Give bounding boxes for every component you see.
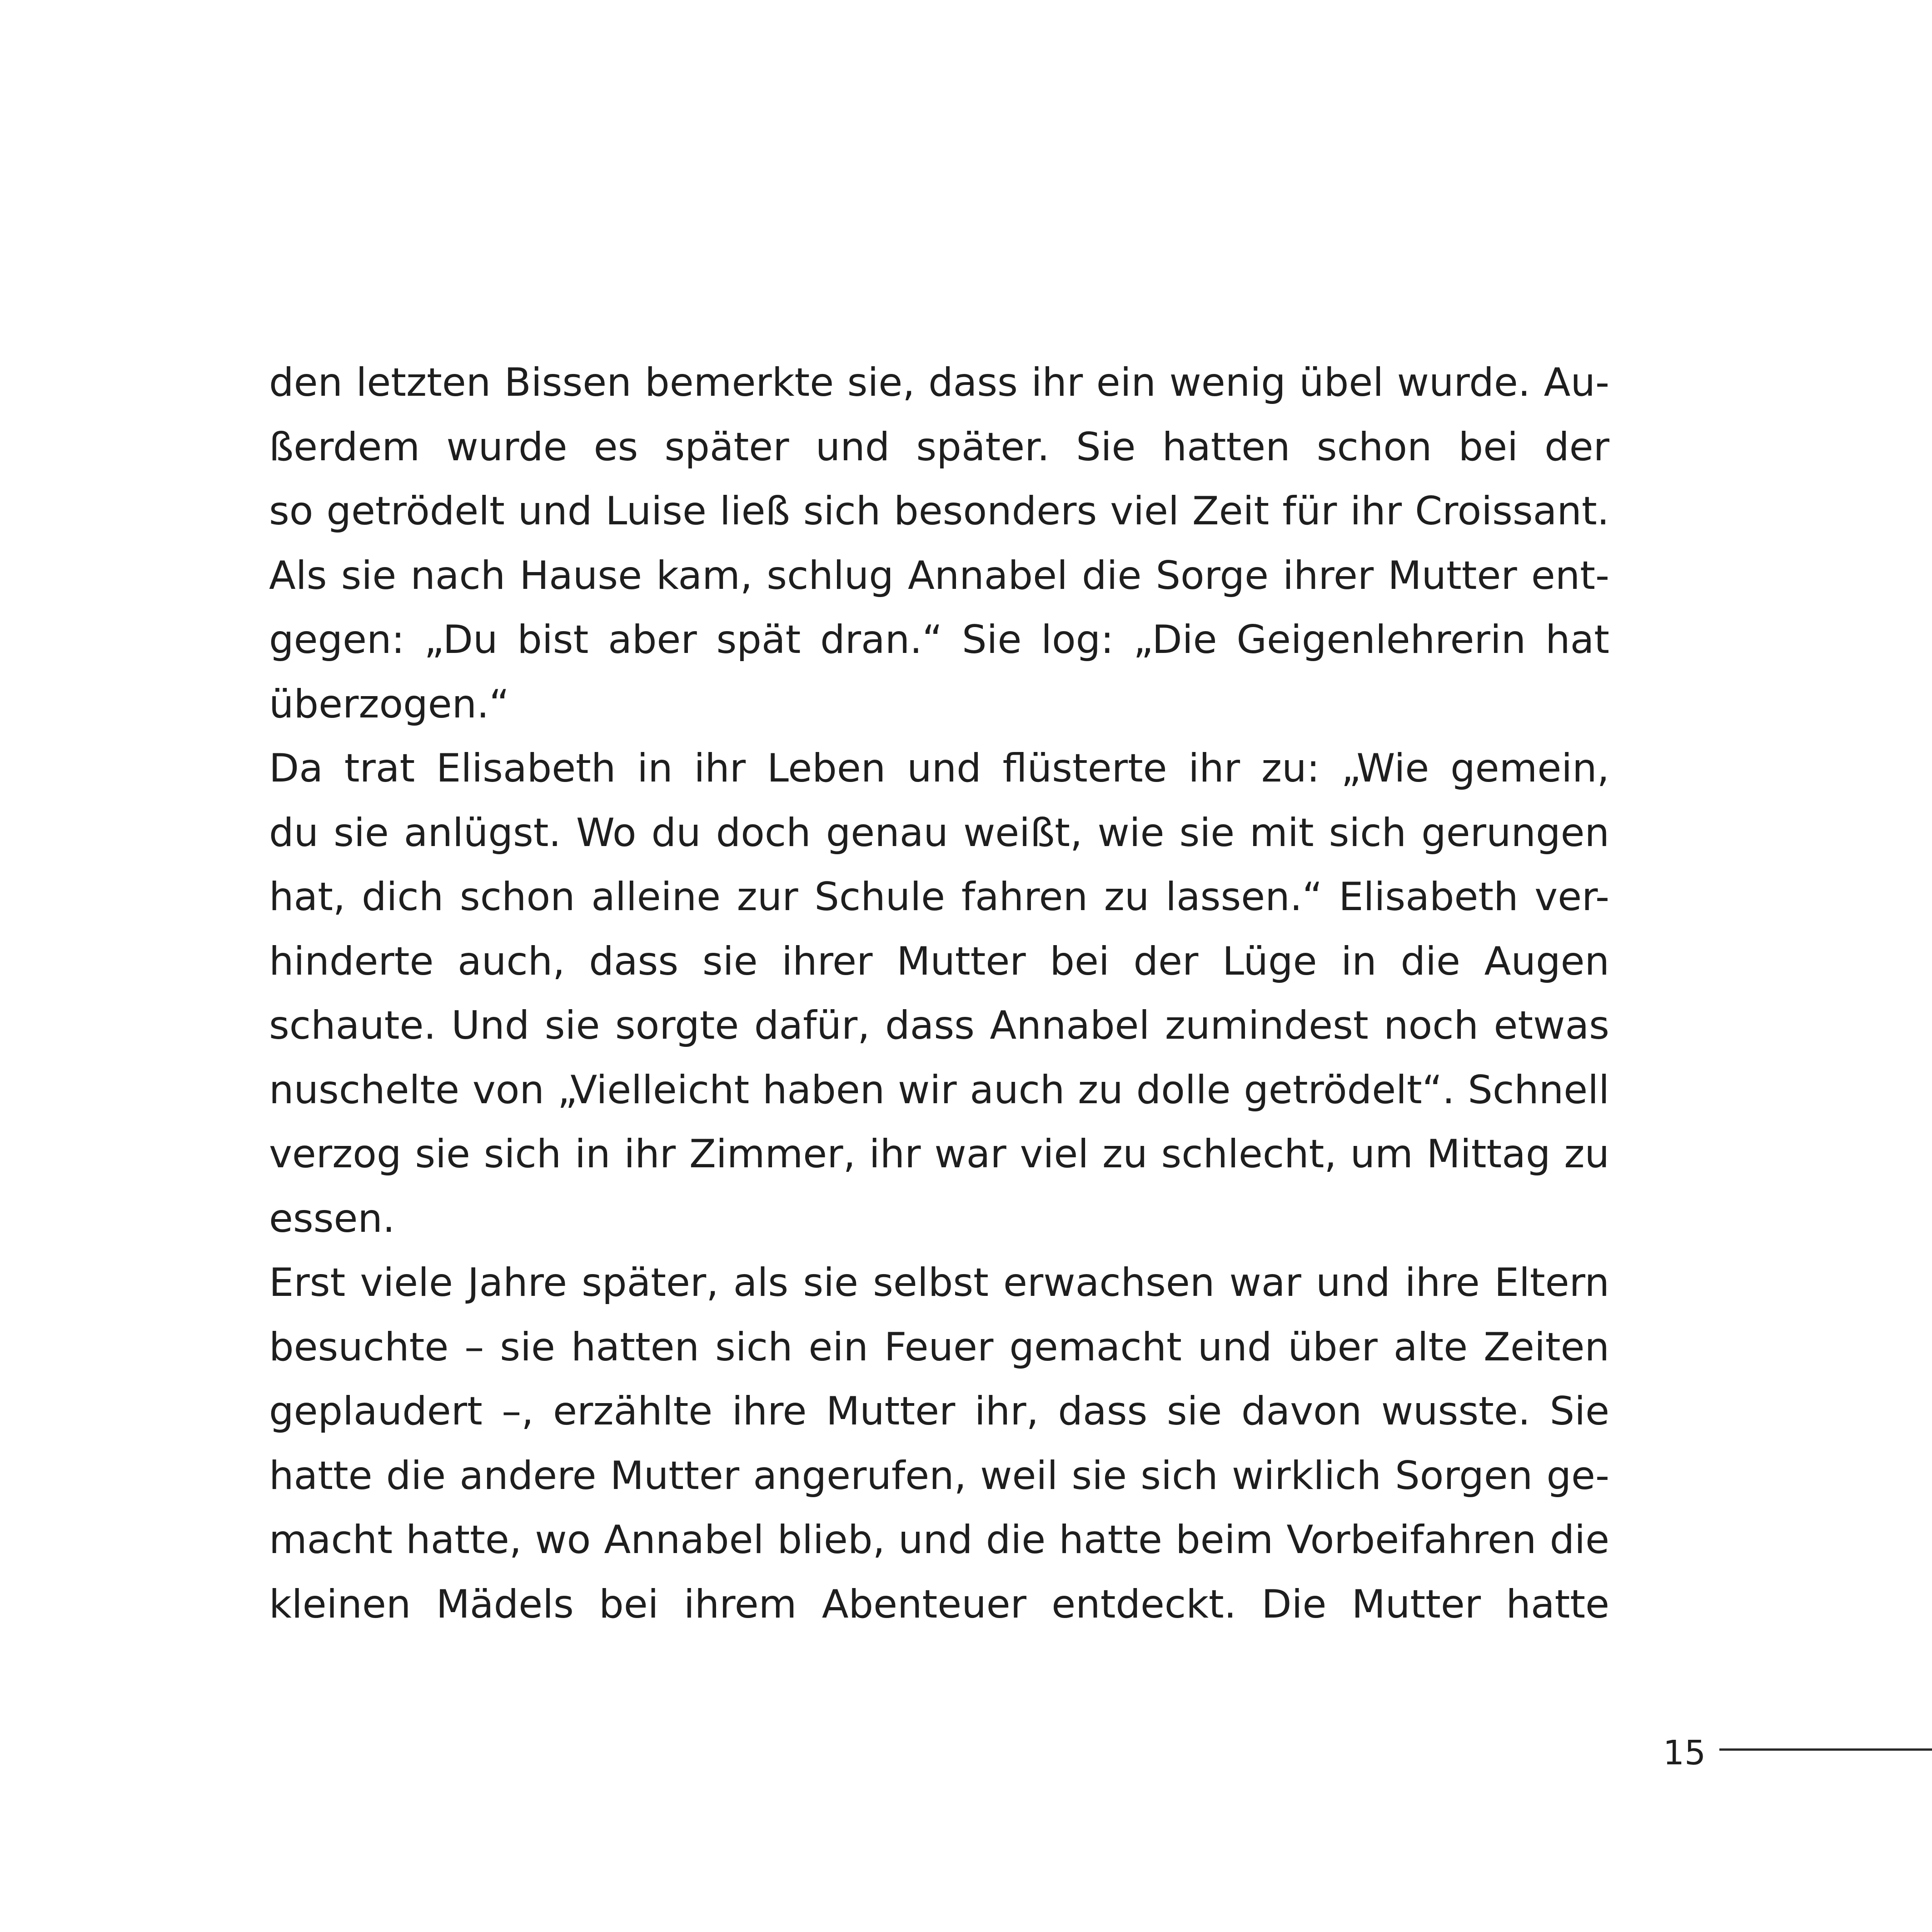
text-line: nuschelte von „Vielleicht haben wir auch zu dolle getrödelt“. Schnell [269,1067,1609,1113]
text-line: kleinen Mädels bei ihrem Abenteuer entdeckt. Die Mutter hatte [269,1581,1609,1627]
text-line: schaute. Und sie sorgte dafür, dass Annabel zumindest noch etwas [269,1003,1609,1048]
text-line: überzogen.“ [269,681,510,727]
text-line: du sie anlügst. Wo du doch genau weißt, wie sie mit sich gerungen [269,810,1609,856]
text-line: hatte die andere Mutter angerufen, weil sie sich wirklich Sorgen ge- [269,1453,1609,1499]
text-line: Als sie nach Hause kam, schlug Annabel die Sorge ihrer Mutter ent- [269,553,1609,598]
text-line: hinderte auch, dass sie ihrer Mutter bei der Lüge in die Augen [269,938,1609,984]
text-line: verzog sie sich in ihr Zimmer, ihr war viel zu schlecht, um Mittag zu [269,1131,1609,1177]
text-line: essen. [269,1195,395,1241]
text-line: besuchte – sie hatten sich ein Feuer gemacht und über alte Zeiten [269,1324,1609,1370]
page-number: 15 [1663,1733,1706,1773]
text-line: Da trat Elisabeth in ihr Leben und flüsterte ihr zu: „Wie gemein, [269,746,1609,791]
text-line: Erst viele Jahre später, als sie selbst erwachsen war und ihre Eltern [269,1260,1609,1305]
text-line: macht hatte, wo Annabel blieb, und die hatte beim Vorbeifahren die [269,1517,1609,1563]
body-text [269,351,1609,1637]
text-line: geplaudert –, erzählte ihre Mutter ihr, dass sie davon wusste. Sie [269,1389,1609,1434]
text-line: so getrödelt und Luise ließ sich besonders viel Zeit für ihr Croissant. [269,488,1609,534]
footer-rule [1719,1748,1932,1751]
text-line: den letzten Bissen bemerkte sie, dass ihr ein wenig übel wurde. Au- [269,360,1609,405]
text-line: gegen: „Du bist aber spät dran.“ Sie log: „Die Geigenlehrerin hat [269,617,1609,662]
text-line: ßerdem wurde es später und später. Sie hatten schon bei der [269,424,1609,470]
text-line: hat, dich schon alleine zur Schule fahren zu lassen.“ Elisabeth ver- [269,874,1609,920]
